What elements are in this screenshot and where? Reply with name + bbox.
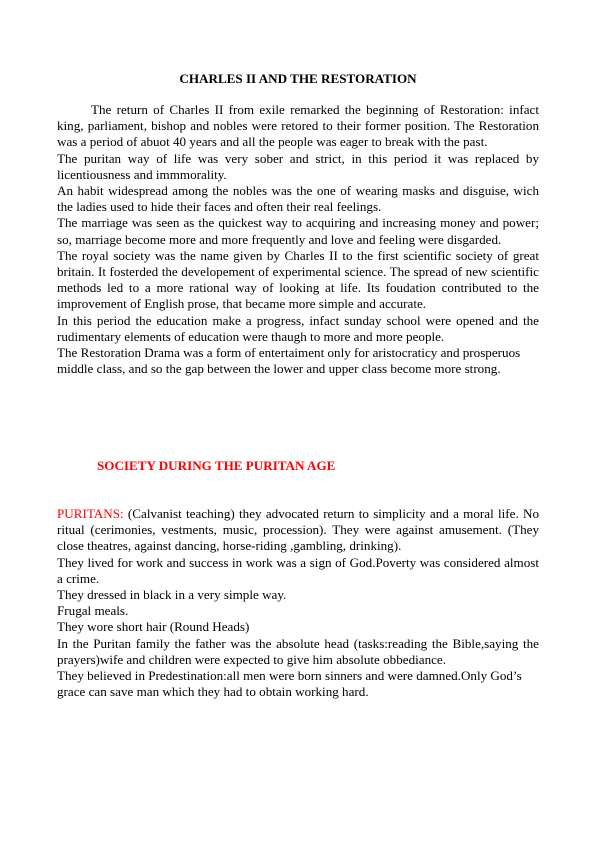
restoration-paragraph: The marriage was seen as the quickest way to acquiring and increasing money and power; so, marriage become more and more frequently and love and feeling were disgarded. — [57, 215, 539, 247]
puritan-line: In the Puritan family the father was the absolute head (tasks:reading the Bible,saying the prayers)wife and children were expected to give him absolute obbediance. — [57, 635, 539, 667]
restoration-paragraph: In this period the education make a progress, infact sunday school were opened and the rudimentary elements of education were thaugh to more and more people. — [57, 312, 539, 344]
puritan-line: They dressed in black in a very simple way. — [57, 587, 287, 603]
restoration-paragraph: The Restoration Drama was a form of entertaiment only for aristocraticy and prosperuos middle class, and so the gap between the lower and upper class become more strong. — [57, 345, 521, 377]
restoration-paragraph: The puritan way of life was very sober and strict, in this period it was replaced by licentiousness and immmorality. — [57, 150, 539, 182]
puritan-section-heading: SOCIETY DURING THE PURITAN AGE — [97, 458, 336, 473]
restoration-section — [57, 102, 539, 377]
puritan-line: They lived for work and success in work was a sign of God.Poverty was considered almost a crime. — [57, 554, 539, 586]
puritan-section — [57, 506, 539, 700]
puritans-intro: (Calvanist teaching) they advocated return to simplicity and a moral life. No ritual (cerimonies, vestments, music, procession). They were against amusement. (They close theatres, against dancing, horse-riding ,gambling, drinking). — [57, 506, 539, 554]
restoration-paragraph: The return of Charles II from exile remarked the beginning of Restoration: infact king, parliament, bishop and nobles were retored to their former position. The Restoration was a period of abuot 40 years and all the people was eager to break with the past. — [57, 102, 539, 150]
puritan-line: They believed in Predestination:all men were born sinners and were damned.Only God’s grace can save man which they had to obtain working hard. — [57, 668, 522, 700]
document-title: CHARLES II AND THE RESTORATION — [179, 71, 417, 86]
restoration-paragraph: An habit widespread among the nobles was the one of wearing masks and disguise, wich the ladies used to hide their faces and often their real feelings. — [57, 183, 539, 215]
puritan-line: They wore short hair (Round Heads) — [57, 619, 250, 635]
puritan-line: Frugal meals. — [57, 603, 129, 619]
restoration-paragraph: The royal society was the name given by Charles II to the first scientific society of great britain. It fosterded the developement of experimental science. The spread of new scientific methods led to a more rational way of looking at life. Its foudation contributed to the improvement of English prose, that became more simple and accurate. — [57, 247, 539, 312]
puritans-label: PURITANS: — [57, 506, 124, 521]
puritans-paragraph — [57, 506, 539, 555]
